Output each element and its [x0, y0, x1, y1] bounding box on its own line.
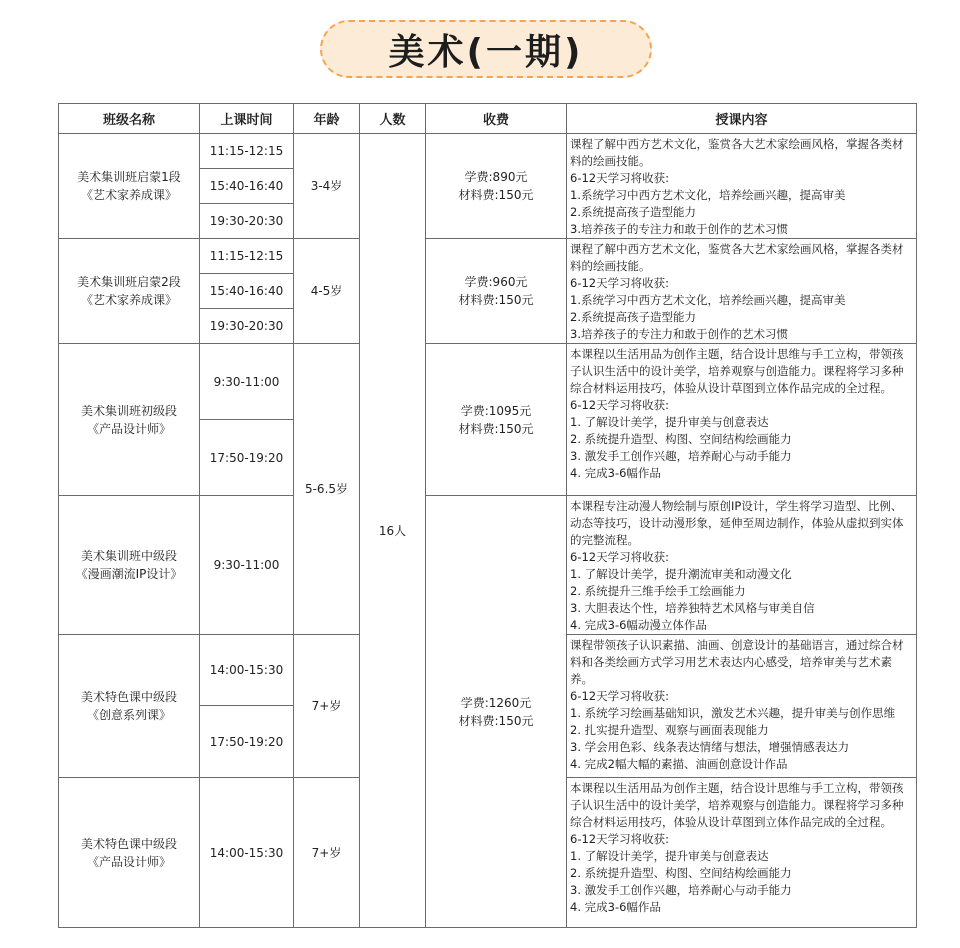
content-line: 3. 大胆表达个性，培养独特艺术风格与审美自信	[570, 601, 815, 615]
class-time: 9:30-11:00	[200, 344, 294, 420]
content-line: 1. 系统学习绘画基础知识，激发艺术兴趣，提升审美与创作思维	[570, 706, 896, 720]
tuition-fee: 学费:1260元	[460, 695, 532, 710]
class-name-cell	[59, 496, 200, 635]
headcount-cell: 16人	[360, 134, 426, 928]
page-title: 美术(一期)	[388, 31, 584, 73]
class-name: 美术集训班启蒙1段	[77, 170, 181, 184]
content-line: 3.培养孩子的专注力和敢于创作的艺术习惯	[570, 222, 788, 236]
header-row	[59, 104, 917, 134]
material-fee: 材料费:150元	[458, 421, 534, 436]
content-line: 4. 完成3-6幅动漫立体作品	[570, 618, 707, 632]
content-cell	[567, 635, 917, 778]
content-line: 2. 系统提升造型、构图、空间结构绘画能力	[570, 432, 792, 446]
content-line: 3.培养孩子的专注力和敢于创作的艺术习惯	[570, 327, 788, 341]
class-name-cell	[59, 778, 200, 928]
content-line: 2.系统提高孩子造型能力	[570, 310, 696, 324]
class-time: 11:15-12:15	[200, 134, 294, 169]
header-headcount: 人数	[360, 104, 426, 134]
fee-cell	[426, 134, 567, 239]
material-fee: 材料费:150元	[458, 293, 534, 307]
content-line: 2. 扎实提升造型、观察与画面表现能力	[570, 723, 769, 737]
class-name-cell	[59, 344, 200, 496]
content-line: 6-12天学习将收获:	[570, 689, 669, 703]
header-class-name: 班级名称	[59, 104, 200, 134]
content-cell	[567, 134, 917, 239]
class-time: 14:00-15:30	[200, 778, 294, 928]
content-intro: 本课程以生活用品为创作主题，结合设计思维与手工立构，带领孩子认识生活中的设计美学，培养观察与创造能力。课程将学习多种综合材料运用技巧，体验从设计草图到立体作品完成的全过程。	[570, 347, 904, 395]
tuition-fee: 学费:890元	[464, 170, 528, 184]
tuition-fee: 学费:960元	[464, 275, 528, 289]
content-line: 6-12天学习将收获:	[570, 171, 669, 185]
content-cell	[567, 344, 917, 496]
content-line: 3. 学会用色彩、线条表达情绪与想法，增强情感表达力	[570, 740, 850, 754]
fee-cell	[426, 239, 567, 344]
class-subtitle: 《产品设计师》	[86, 854, 171, 869]
content-cell	[567, 778, 917, 928]
header-age: 年龄	[294, 104, 360, 134]
content-line: 6-12天学习将收获:	[570, 276, 669, 290]
class-subtitle: 《漫画潮流IP设计》	[75, 567, 183, 581]
header-fee: 收费	[426, 104, 567, 134]
fee-cell	[426, 344, 567, 496]
class-name: 美术特色课中级段	[80, 690, 177, 704]
content-cell	[567, 496, 917, 635]
table-row	[59, 344, 917, 420]
title-pill	[320, 20, 652, 78]
class-time: 17:50-19:20	[200, 420, 294, 496]
content-line: 4. 完成3-6幅作品	[570, 466, 661, 480]
class-name: 美术特色课中级段	[80, 836, 177, 851]
content-line: 1. 了解设计美学，提升审美与创意表达	[570, 415, 769, 429]
content-intro: 本课程专注动漫人物绘制与原创IP设计，学生将学习造型、比例、动态等技巧，设计动漫形象，延伸至周边制作，体验从虚拟到实体的完整流程。	[570, 499, 904, 547]
class-subtitle: 《创意系列课》	[86, 708, 171, 722]
content-line: 2. 系统提升三维手绘手工绘画能力	[570, 584, 746, 598]
class-subtitle: 《艺术家养成课》	[80, 293, 177, 307]
age-cell: 3-4岁	[294, 134, 360, 239]
class-name-cell	[59, 239, 200, 344]
content-line: 6-12天学习将收获:	[570, 832, 669, 846]
class-name: 美术集训班启蒙2段	[77, 275, 181, 289]
content-line: 1. 了解设计美学，提升审美与创意表达	[570, 849, 769, 863]
class-subtitle: 《艺术家养成课》	[80, 188, 177, 202]
material-fee: 材料费:150元	[458, 188, 534, 202]
content-intro: 课程了解中西方艺术文化，鉴赏各大艺术家绘画风格，掌握各类材料的绘画技能。	[570, 137, 904, 168]
content-line: 3. 激发手工创作兴趣，培养耐心与动手能力	[570, 883, 792, 897]
content-intro: 课程带领孩子认识素描、油画、创意设计的基础语言，通过综合材料和各类绘画方式学习用艺术表达内心感受，培养审美与艺术素养。	[570, 638, 904, 686]
header-class-time: 上课时间	[200, 104, 294, 134]
table-row	[59, 496, 917, 566]
age-cell: 7+岁	[294, 635, 360, 778]
content-line: 2. 系统提升造型、构图、空间结构绘画能力	[570, 866, 792, 880]
content-line: 1. 了解设计美学，提升潮流审美和动漫文化	[570, 567, 792, 581]
content-line: 3. 激发手工创作兴趣，培养耐心与动手能力	[570, 449, 792, 463]
class-time: 14:00-15:30	[200, 635, 294, 706]
content-line: 6-12天学习将收获:	[570, 550, 669, 564]
content-line: 1.系统学习中西方艺术文化，培养绘画兴趣，提高审美	[570, 188, 846, 202]
page-title-banner	[320, 20, 652, 78]
content-line: 1.系统学习中西方艺术文化，培养绘画兴趣，提高审美	[570, 293, 846, 307]
class-name: 美术集训班中级段	[80, 549, 177, 563]
table-row	[59, 239, 917, 274]
class-name-cell	[59, 134, 200, 239]
age-cell: 4-5岁	[294, 239, 360, 344]
header-content: 授课内容	[567, 104, 917, 134]
class-name-cell	[59, 635, 200, 778]
table-row	[59, 134, 917, 169]
class-name: 美术集训班初级段	[80, 403, 177, 418]
class-time: 9:30-11:00	[200, 496, 294, 635]
class-time: 15:40-16:40	[200, 274, 294, 309]
class-schedule-table	[58, 103, 917, 928]
class-subtitle: 《产品设计师》	[86, 421, 171, 436]
shared-fee-cell	[426, 496, 567, 928]
content-intro: 本课程以生活用品为创作主题，结合设计思维与手工立构，带领孩子认识生活中的设计美学，培养观察与创造能力。课程将学习多种综合材料运用技巧，体验从设计草图到立体作品完成的全过程。	[570, 781, 904, 829]
class-time: 15:40-16:40	[200, 169, 294, 204]
class-time: 17:50-19:20	[200, 706, 294, 778]
class-time: 19:30-20:30	[200, 309, 294, 344]
class-time: 19:30-20:30	[200, 204, 294, 239]
content-line: 4. 完成3-6幅作品	[570, 900, 661, 914]
content-line: 4. 完成2幅大幅的素描、油画创意设计作品	[570, 757, 788, 771]
age-cell: 5-6.5岁	[294, 344, 360, 635]
material-fee: 材料费:150元	[458, 713, 534, 728]
age-cell: 7+岁	[294, 778, 360, 928]
content-intro: 课程了解中西方艺术文化，鉴赏各大艺术家绘画风格，掌握各类材料的绘画技能。	[570, 242, 904, 273]
content-line: 6-12天学习将收获:	[570, 398, 669, 412]
tuition-fee: 学费:1095元	[460, 403, 532, 418]
class-time: 11:15-12:15	[200, 239, 294, 274]
content-line: 2.系统提高孩子造型能力	[570, 205, 696, 219]
content-cell	[567, 239, 917, 344]
